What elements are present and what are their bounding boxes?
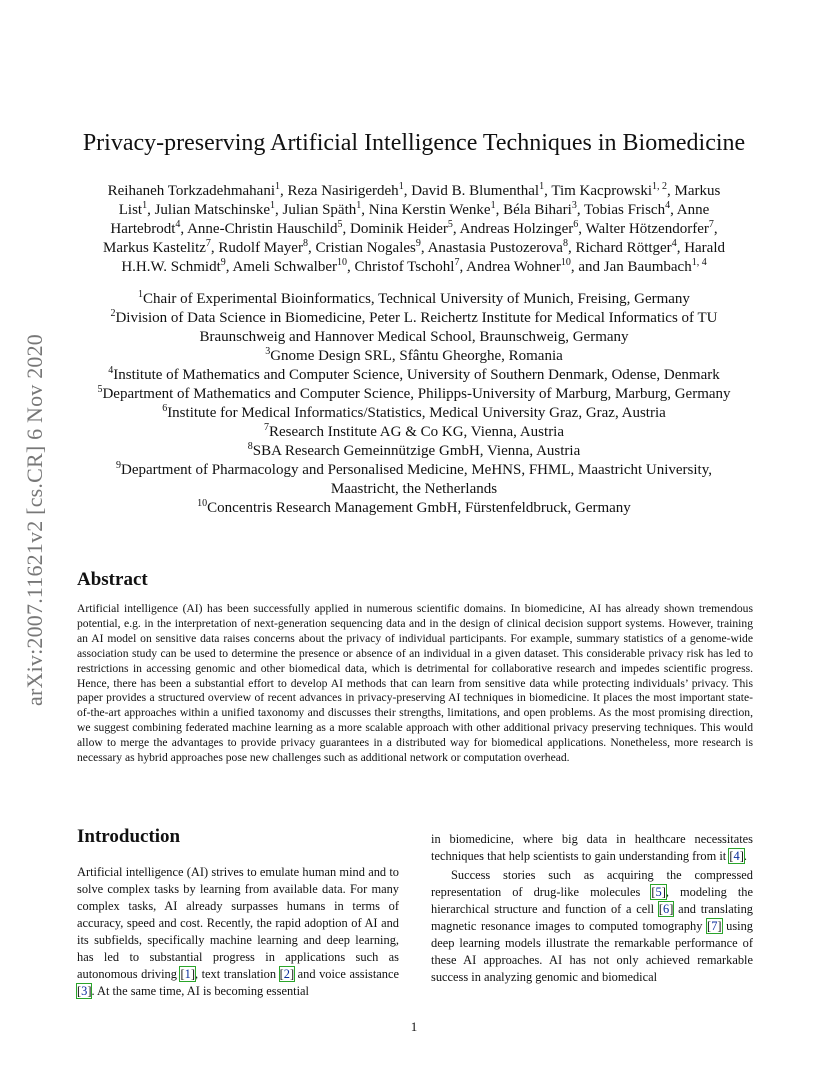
affiliation-text: Gnome Design SRL, Sfântu Gheorghe, Romania bbox=[270, 348, 563, 364]
author-separator: , bbox=[361, 202, 369, 218]
author-separator: , Markus bbox=[667, 183, 721, 199]
author-name: Reihaneh Torkzadehmahani bbox=[107, 183, 275, 199]
abstract-heading: Abstract bbox=[77, 569, 148, 590]
affiliation-line bbox=[70, 290, 758, 309]
author-separator: , bbox=[567, 240, 576, 256]
author-name: David B. Blumenthal bbox=[411, 183, 540, 199]
intro-paragraph-2: Success stories such as acquiring the compressed representation of drug-like molecules [ 5 ] , modeling the hierarchical structure and function of a cell [ 6 ] and translating magnetic resonance images to computed tomography [ 7 ] using deep learning models illustrate the remarkable performance of these AI approaches. AI has not only achieved remarkable success in analyzing genomic and biomedical bbox=[431, 867, 753, 986]
author-affiliation-mark: 9 bbox=[415, 238, 421, 249]
author-separator: , bbox=[459, 259, 467, 275]
affiliation-number: 10 bbox=[197, 498, 208, 509]
author-name: Richard Röttger bbox=[575, 240, 672, 256]
citation-link[interactable]: [ 1 ] bbox=[180, 967, 194, 981]
affiliation-line bbox=[70, 309, 758, 328]
author-affiliation-mark: 4 bbox=[175, 219, 181, 230]
intro-right-column bbox=[431, 831, 753, 986]
affiliation-number: 3 bbox=[265, 346, 271, 357]
affiliation-text: Department of Pharmacology and Personalised Medicine, MeHNS, FHML, Maastricht University, bbox=[121, 462, 712, 478]
author-name: Nina Kerstin Wenke bbox=[368, 202, 491, 218]
author-affiliation-mark: 1, 4 bbox=[691, 257, 707, 268]
author-name: Jan Baumbach bbox=[603, 259, 692, 275]
affiliation-text: SBA Research Gemeinnützige GmbH, Vienna, Austria bbox=[252, 443, 581, 459]
affiliation-text: Research Institute AG & Co KG, Vienna, Austria bbox=[268, 424, 565, 440]
author-affiliation-mark: 1 bbox=[356, 200, 362, 211]
author-name: Tobias Frisch bbox=[584, 202, 666, 218]
author-separator: , bbox=[578, 221, 586, 237]
affiliation-text: Institute of Mathematics and Computer Science, University of Southern Denmark, Odense, Denmark bbox=[113, 367, 720, 383]
affiliation-line bbox=[70, 423, 758, 442]
affiliation-text: Department of Mathematics and Computer Science, Philipps-University of Marburg, Marburg, Germany bbox=[102, 386, 731, 402]
affiliation-number: 6 bbox=[162, 403, 168, 414]
author-affiliation-mark: 1 bbox=[274, 181, 280, 192]
author-name: Christof Tschohl bbox=[354, 259, 455, 275]
author-name: Dominik Heider bbox=[349, 221, 448, 237]
author-affiliation-mark: 5 bbox=[337, 219, 343, 230]
affiliation-text: Concentris Research Management GmbH, Fürstenfeldbruck, Germany bbox=[207, 500, 631, 516]
author-name: Julian Späth bbox=[282, 202, 357, 218]
affiliation-line bbox=[70, 442, 758, 461]
affiliation-line bbox=[70, 480, 758, 499]
intro-paragraph-1-cont: in biomedicine, where big data in healthcare necessitates techniques that help scientists to gain understanding from it [ 4 ] . bbox=[431, 831, 753, 865]
intro-left-column bbox=[77, 864, 399, 1000]
author-separator: , Harald bbox=[676, 240, 725, 256]
author-name: Tim Kacprowski bbox=[551, 183, 653, 199]
arxiv-identifier: arXiv:2007.11621v2 [cs.CR] 6 Nov 2020 bbox=[22, 333, 48, 707]
author-separator: , bbox=[275, 202, 283, 218]
author-line bbox=[70, 239, 758, 258]
author-separator: , bbox=[452, 221, 460, 237]
author-separator: , bbox=[420, 240, 428, 256]
author-line bbox=[70, 182, 758, 201]
author-name: Markus Kastelitz bbox=[103, 240, 206, 256]
author-affiliation-mark: 7 bbox=[454, 257, 460, 268]
affiliation-number: 2 bbox=[110, 308, 116, 319]
author-affiliation-mark: 1, 2 bbox=[652, 181, 668, 192]
author-affiliation-mark: 1 bbox=[270, 200, 275, 211]
affiliation-line bbox=[70, 385, 758, 404]
author-name: Reza Nasirigerdeh bbox=[287, 183, 399, 199]
author-separator: , bbox=[147, 202, 155, 218]
author-separator: , and bbox=[570, 259, 604, 275]
citation-link[interactable]: [ 3 ] bbox=[77, 984, 91, 998]
author-name: Ameli Schwalber bbox=[232, 259, 338, 275]
author-affiliation-mark: 1 bbox=[398, 181, 404, 192]
affiliation-line bbox=[70, 328, 758, 347]
author-name: Anastasia Pustozerova bbox=[427, 240, 563, 256]
citation-link[interactable]: [ 7 ] bbox=[707, 919, 721, 933]
citation-link[interactable]: [ 6 ] bbox=[659, 902, 673, 916]
affiliation-text: Chair of Experimental Bioinformatics, Technical University of Munich, Freising, Germany bbox=[143, 291, 690, 307]
arxiv-sidebar bbox=[10, 290, 60, 750]
author-separator: , bbox=[576, 202, 585, 218]
author-name: Julian Matschinske bbox=[154, 202, 270, 218]
author-separator: , bbox=[210, 240, 219, 256]
author-affiliation-mark: 1 bbox=[539, 181, 545, 192]
intro-paragraph-1: Artificial intelligence (AI) strives to emulate human mind and to solve complex tasks by learning from available data. For many complex tasks, AI already surpasses humans in terms of accuracy, speed and cost. Recently, the rapid adoption of AI and its subfields, specifically machine learning and deep learning, has led to substantial progress in applications such as autonomous driving [ 1 ] , text translation [ 2 ] and voice assistance [ 3 ] . At the same time, AI is becoming essential bbox=[77, 864, 399, 1000]
author-affiliation-mark: 5 bbox=[447, 219, 453, 230]
author-list bbox=[70, 182, 758, 277]
author-name: Andreas Holzinger bbox=[459, 221, 574, 237]
affiliation-number: 9 bbox=[116, 460, 121, 471]
author-name: Andrea Wohner bbox=[466, 259, 561, 275]
affiliation-number: 5 bbox=[97, 384, 103, 395]
affiliation-number: 7 bbox=[263, 422, 269, 433]
author-separator: , bbox=[180, 221, 188, 237]
author-separator: , bbox=[495, 202, 504, 218]
affiliation-text: Institute for Medical Informatics/Statistics, Medical University Graz, Graz, Austria bbox=[167, 405, 666, 421]
abstract-body bbox=[77, 602, 753, 766]
author-affiliation-mark: 6 bbox=[573, 219, 579, 230]
affiliation-text: Maastricht, the Netherlands bbox=[330, 481, 498, 497]
author-affiliation-mark: 8 bbox=[562, 238, 568, 249]
author-name: Rudolf Mayer bbox=[218, 240, 303, 256]
author-name: H.H.W. Schmidt bbox=[121, 259, 221, 275]
page-number: 1 bbox=[410, 1019, 418, 1034]
author-affiliation-mark: 8 bbox=[302, 238, 308, 249]
citation-link[interactable]: [ 4 ] bbox=[729, 849, 743, 863]
introduction-heading: Introduction bbox=[77, 826, 181, 847]
affiliation-number: 1 bbox=[138, 289, 144, 300]
citation-link[interactable]: [ 5 ] bbox=[651, 885, 665, 899]
abstract-text: Artificial intelligence (AI) has been successfully applied in numerous scientific domains. In biomedicine, AI has already shown tremendous potential, e.g. in the interpretation of next-generation sequencing data and in the design of clinical decision support systems. However, training an AI model on sensitive data raises concerns about the privacy of individual participants. For example, summary statistics of a genome-wide association study can be used to determine the presence or absence of an individual in a given dataset. This considerable privacy risk has led to restrictions in accessing genomic and other biomedical data, which is detrimental for collaborative research and impedes scientific progress. Hence, there has been a substantial effort to develop AI methods that can learn from sensitive data while protecting individuals’ privacy. This paper provides a structured overview of recent advances in privacy-preserving AI techniques in biomedicine. It places the most important state-of-the-art approaches within a unified taxonomy and discusses their strengths, limitations, and open problems. As the most promising direction, we suggest combining federated machine learning as a more scalable approach with other additional privacy preserving techniques. This would allow to merge the advantages to provide privacy guarantees in a distributed way for biomedical applications. Nonetheless, more research is necessary as hybrid approaches pose new challenges such as additional network or computation overhead. bbox=[77, 602, 753, 765]
author-name: Anne-Christin Hauschild bbox=[187, 221, 338, 237]
affiliation-line bbox=[70, 404, 758, 423]
author-separator: , bbox=[403, 183, 412, 199]
author-name: Cristian Nogales bbox=[315, 240, 416, 256]
affiliation-line bbox=[70, 461, 758, 480]
author-affiliation-mark: 1 bbox=[490, 200, 496, 211]
author-affiliation-mark: 9 bbox=[220, 257, 226, 268]
author-name: Béla Bihari bbox=[503, 202, 572, 218]
paper-title: Privacy-preserving Artificial Intelligence Techniques in Biomedicine bbox=[82, 130, 746, 156]
citation-link[interactable]: [ 2 ] bbox=[280, 967, 294, 981]
author-affiliation-mark: 7 bbox=[708, 219, 714, 230]
author-affiliation-mark: 7 bbox=[205, 238, 211, 249]
author-name: List bbox=[118, 202, 143, 218]
author-separator: , bbox=[342, 221, 350, 237]
author-affiliation-mark: 10 bbox=[560, 257, 571, 268]
author-line bbox=[70, 258, 758, 277]
affiliation-text: Braunschweig and Hannover Medical School, Braunschweig, Germany bbox=[199, 329, 629, 345]
affiliation-line bbox=[70, 347, 758, 366]
author-separator: , bbox=[347, 259, 355, 275]
author-separator: , bbox=[279, 183, 288, 199]
author-name: Walter Hötzendorfer bbox=[585, 221, 709, 237]
author-separator: , bbox=[307, 240, 316, 256]
affiliation-number: 8 bbox=[247, 441, 253, 452]
author-separator: , bbox=[225, 259, 233, 275]
author-affiliation-mark: 4 bbox=[665, 200, 671, 211]
author-line bbox=[70, 220, 758, 239]
author-affiliation-mark: 3 bbox=[571, 200, 577, 211]
author-affiliation-mark: 1 bbox=[142, 200, 148, 211]
affiliation-line bbox=[70, 366, 758, 385]
author-separator: , Anne bbox=[670, 202, 710, 218]
author-affiliation-mark: 4 bbox=[671, 238, 677, 249]
affiliation-text: Division of Data Science in Biomedicine, Peter L. Reichertz Institute for Medical Informatics of TU bbox=[115, 310, 718, 326]
author-separator: , bbox=[713, 221, 718, 237]
author-line bbox=[70, 201, 758, 220]
author-separator: , bbox=[544, 183, 552, 199]
author-name: Hartebrodt bbox=[110, 221, 176, 237]
author-affiliation-mark: 10 bbox=[337, 257, 348, 268]
affiliation-list bbox=[70, 290, 758, 518]
affiliation-number: 4 bbox=[108, 365, 114, 376]
affiliation-line bbox=[70, 499, 758, 518]
